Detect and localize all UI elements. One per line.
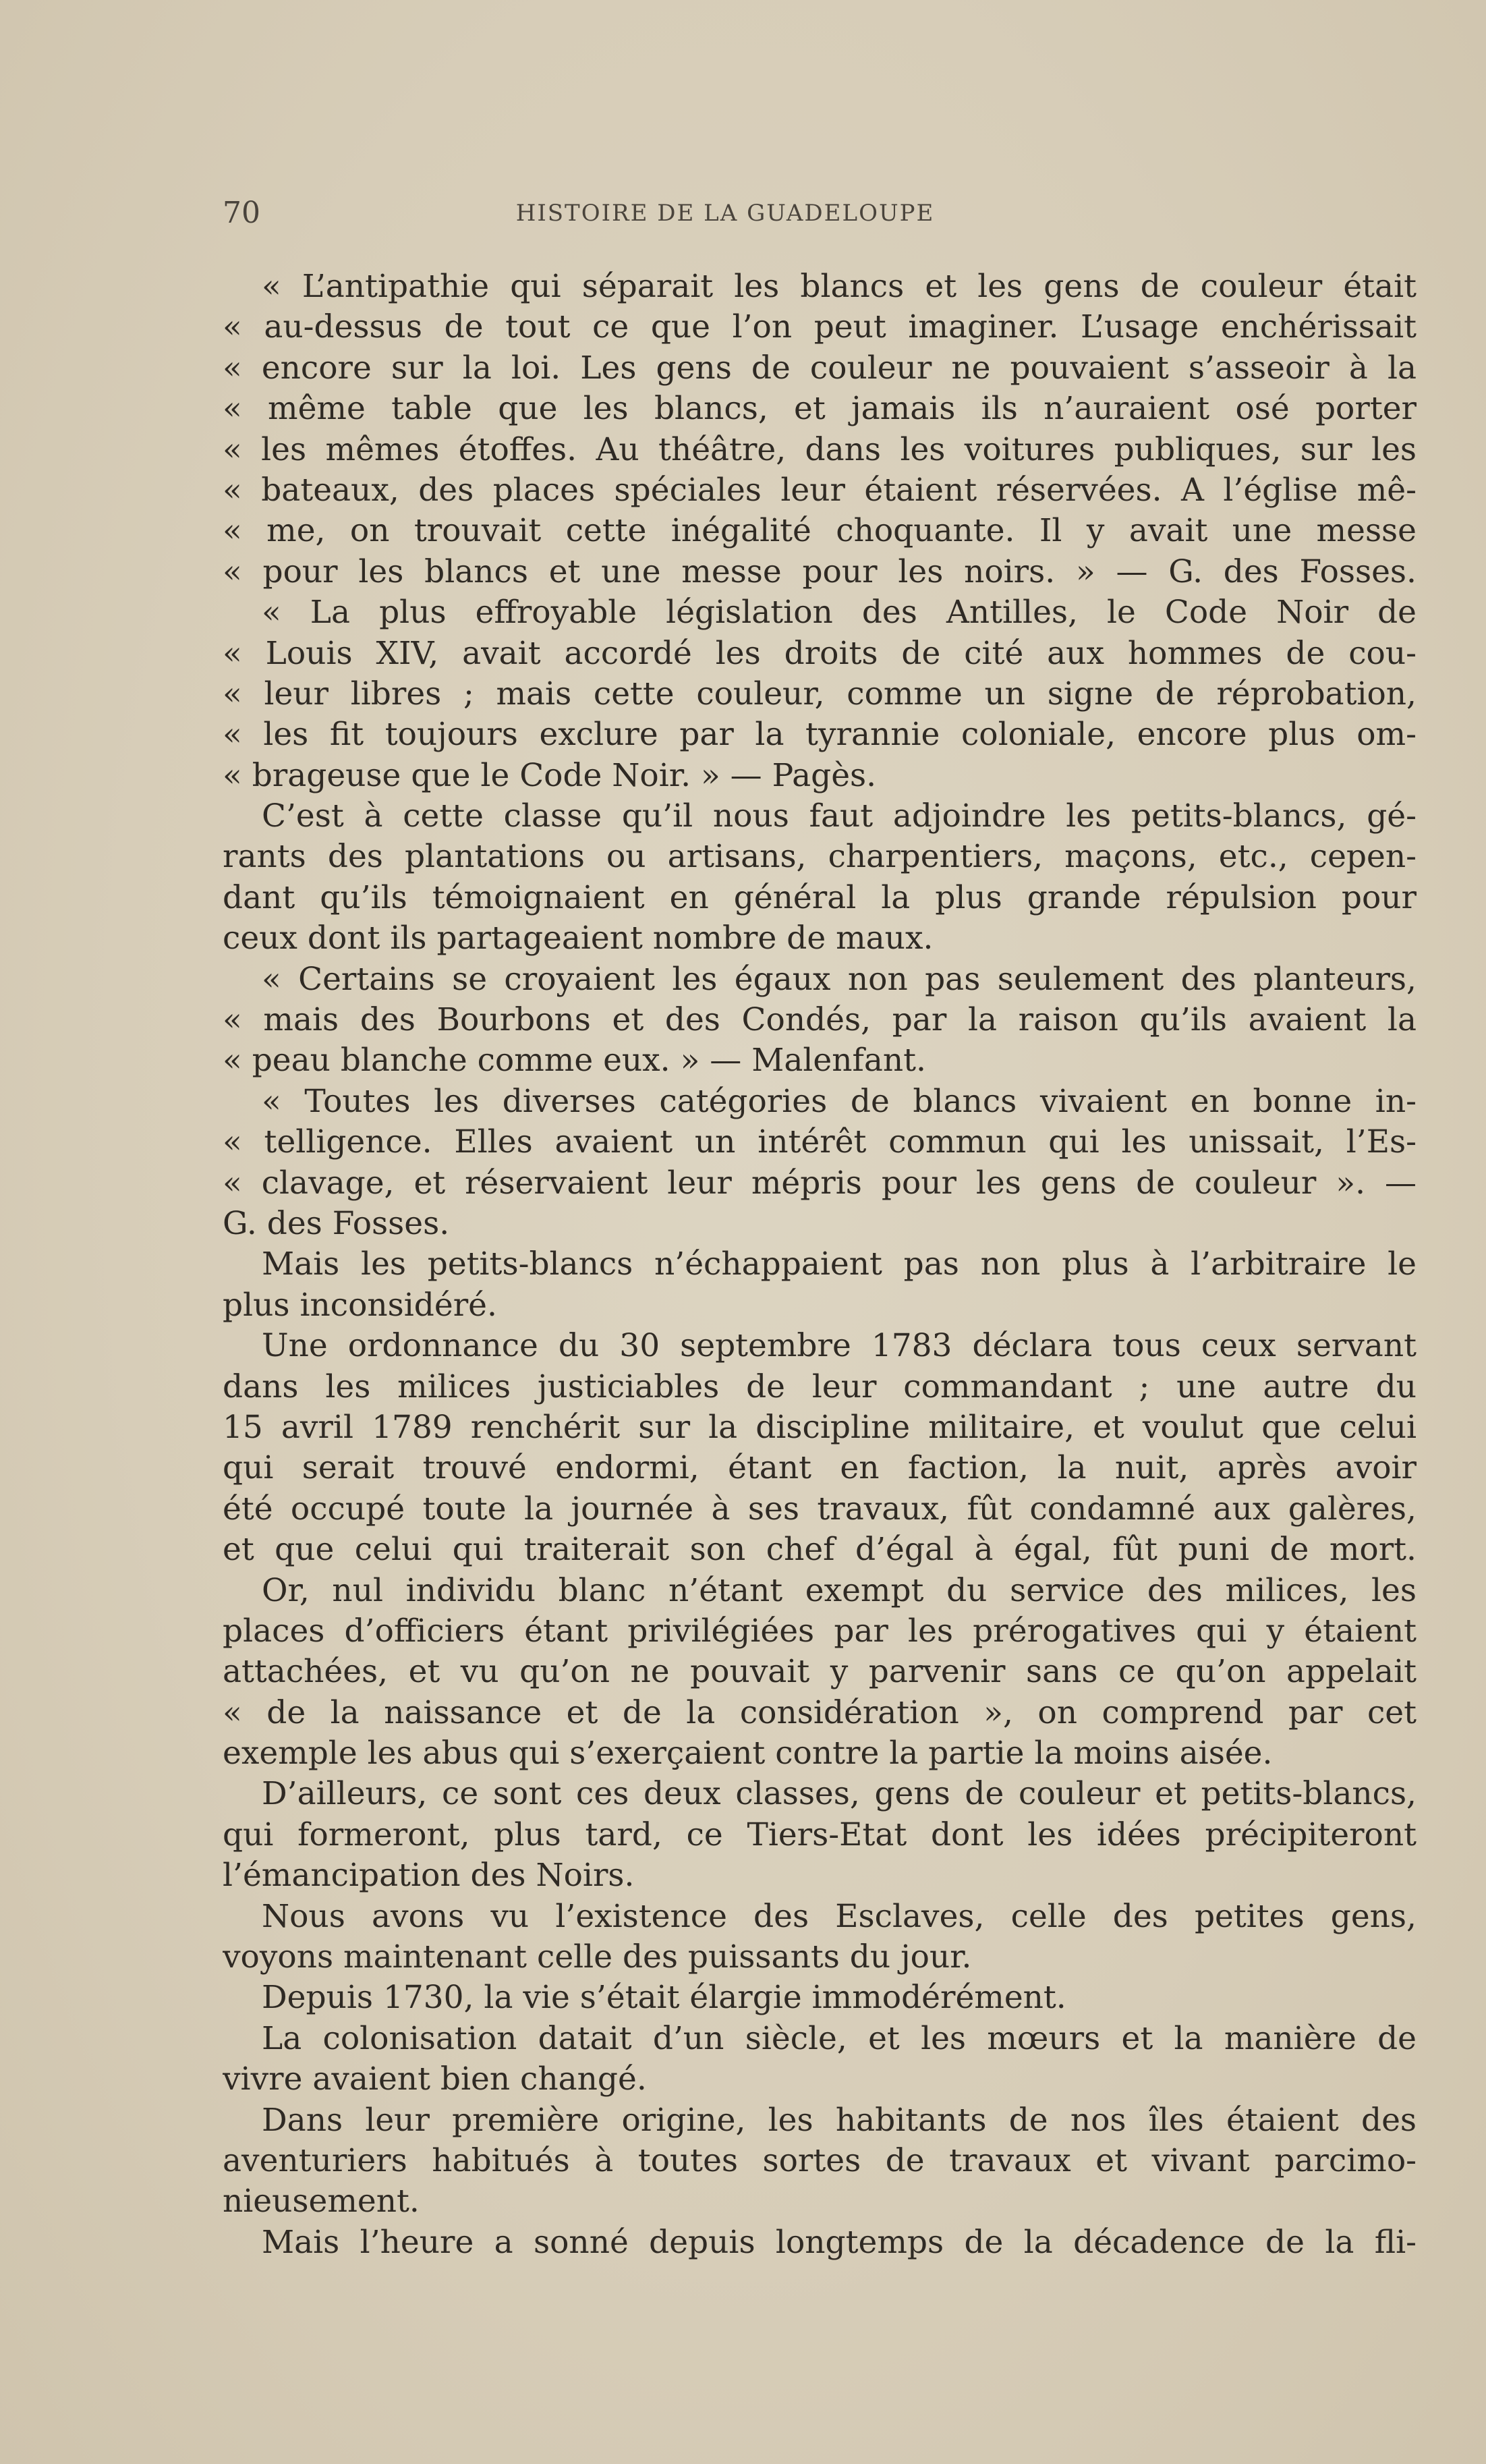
text-line: vivre avaient bien changé. [223, 2061, 647, 2098]
text-line: places d’officiers étant privilégiées par les prérogatives qui y étaient [223, 1612, 1417, 1650]
text-line: Mais les petits-blancs n’échappaient pas non plus à l’arbitraire le [262, 1245, 1417, 1283]
text-line: « L’antipathie qui séparait les blancs et les gens de couleur était [262, 268, 1417, 305]
text-line: ceux dont ils partageaient nombre de maux. [223, 920, 934, 957]
text-line: « pour les blancs et une messe pour les noirs. » — G. des Fosses. [223, 553, 1417, 590]
text-line: et que celui qui traiterait son chef d’égal à égal, fût puni de mort. [223, 1531, 1417, 1569]
text-line: Or, nul individu blanc n’étant exempt du service des milices, les [262, 1571, 1417, 1609]
text-line: exemple les abus qui s’exerçaient contre la partie la moins aisée. [223, 1735, 1273, 1772]
text-line: attachées, et vu qu’on ne pouvait y parvenir sans ce qu’on appelait [223, 1653, 1417, 1691]
text-line: « me, on trouvait cette inégalité choquante. Il y avait une messe [223, 512, 1417, 550]
text-line: D’ailleurs, ce sont ces deux classes, gens de couleur et petits-blancs, [262, 1775, 1417, 1813]
text-line: « clavage, et réservaient leur mépris pour les gens de couleur ». — [223, 1164, 1417, 1202]
text-line: Une ordonnance du 30 septembre 1783 déclara tous ceux servant [262, 1327, 1417, 1365]
text-line: « au-dessus de tout ce que l’on peut imaginer. L’usage enchérissait [223, 308, 1417, 346]
text-line: « peau blanche comme eux. » — Malenfant. [223, 1042, 926, 1080]
text-line: qui formeront, plus tard, ce Tiers-Etat dont les idées précipiteront [223, 1816, 1417, 1853]
text-line: nieusement. [223, 2183, 420, 2220]
text-line: Nous avons vu l’existence des Esclaves, celle des petites gens, [262, 1897, 1417, 1935]
text-line: « brageuse que le Code Noir. » — Pagès. [223, 756, 877, 794]
text-line: « leur libres ; mais cette couleur, comme un signe de réprobation, [223, 675, 1417, 712]
text-line: C’est à cette classe qu’il nous faut adjoindre les petits-blancs, gé- [262, 797, 1417, 835]
text-line: « telligence. Elles avaient un intérêt commun qui les unissait, l’Es- [223, 1123, 1417, 1161]
text-line: aventuriers habitués à toutes sortes de travaux et vivant parcimo- [223, 2141, 1417, 2179]
text-line: rants des plantations ou artisans, charpentiers, maçons, etc., cepen- [223, 838, 1417, 876]
text-line: plus inconsidéré. [223, 1286, 497, 1324]
text-line: qui serait trouvé endormi, étant en faction, la nuit, après avoir [223, 1449, 1417, 1487]
page-header [223, 196, 1228, 236]
page-number: 70 [223, 196, 260, 230]
text-line: « encore sur la loi. Les gens de couleur ne pouvaient s’asseoir à la [223, 349, 1417, 387]
text-line: « de la naissance et de la considération », on comprend par cet [223, 1693, 1417, 1731]
text-line: « les mêmes étoffes. Au théâtre, dans les voitures publiques, sur les [223, 430, 1417, 468]
text-line: « bateaux, des places spéciales leur étaient réservées. A l’église mê- [223, 471, 1417, 509]
text-line: dans les milices justiciables de leur commandant ; une autre du [223, 1368, 1417, 1405]
text-line: La colonisation datait d’un siècle, et les mœurs et la manière de [262, 2019, 1417, 2057]
text-line: l’émancipation des Noirs. [223, 1857, 635, 1895]
running-title: HISTOIRE DE LA GUADELOUPE [515, 200, 935, 227]
text-line: Dans leur première origine, les habitants de nos îles étaient des [262, 2101, 1417, 2139]
text-line: « Toutes les diverses catégories de blancs vivaient en bonne in- [262, 1082, 1417, 1120]
text-line: 15 avril 1789 renchérit sur la discipline militaire, et voulut que celui [223, 1408, 1417, 1446]
text-line: « les fit toujours exclure par la tyrannie coloniale, encore plus om- [223, 716, 1417, 754]
text-line: G. des Fosses. [223, 1204, 450, 1242]
text-line: « La plus effroyable législation des Antilles, le Code Noir de [262, 594, 1417, 632]
text-line: dant qu’ils témoignaient en général la plus grande répulsion pour [223, 878, 1417, 916]
text-line: « mais des Bourbons et des Condés, par la raison qu’ils avaient la [223, 1001, 1417, 1039]
text-line: « même table que les blancs, et jamais ils n’auraient osé porter [223, 390, 1417, 428]
text-line: voyons maintenant celle des puissants du jour. [223, 1938, 972, 1976]
text-line: Depuis 1730, la vie s’était élargie immodérément. [262, 1979, 1066, 2017]
text-line: été occupé toute la journée à ses travaux, fût condamné aux galères, [223, 1490, 1417, 1528]
text-line: « Louis XIV, avait accordé les droits de cité aux hommes de cou- [223, 634, 1417, 672]
text-line: Mais l’heure a sonné depuis longtemps de la décadence de la fli- [262, 2223, 1417, 2261]
body-text [223, 267, 1417, 2263]
text-line: « Certains se croyaient les égaux non pas seulement des planteurs, [262, 960, 1417, 998]
